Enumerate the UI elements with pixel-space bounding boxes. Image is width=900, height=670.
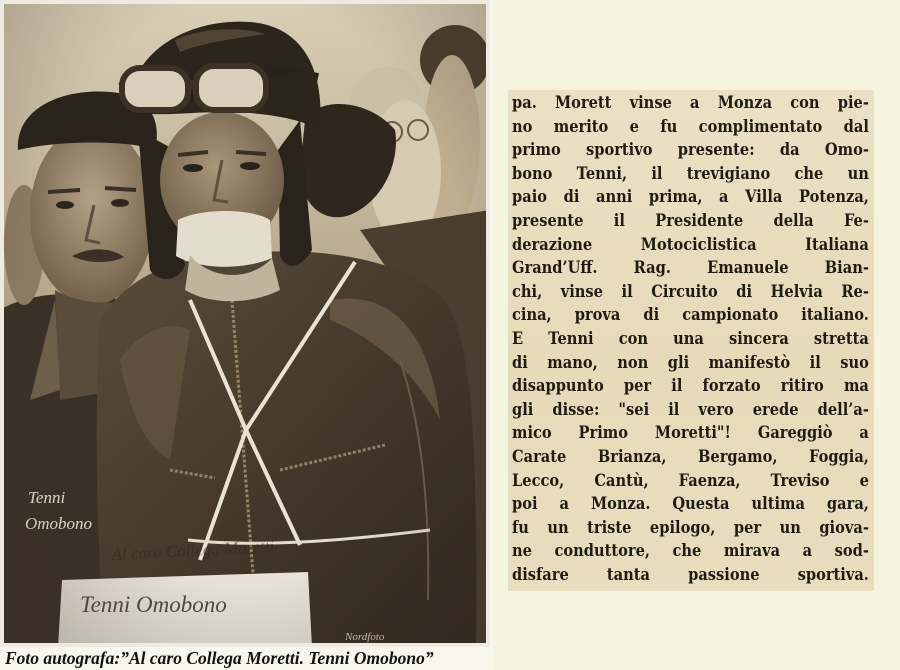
article-line: fu un triste epilogo, per un giova- <box>512 517 869 538</box>
article-line: paio di anni prima, a Villa Potenza, <box>512 187 869 208</box>
article-line: pa. Morett vinse a Monza con pie- <box>512 93 869 113</box>
article-line: mico Primo Moretti"! Gareggiò a <box>512 423 869 444</box>
article-line: primo sportivo presente: da Omo- <box>512 140 869 161</box>
article-line: derazione Motociclistica Italiana <box>512 234 869 255</box>
article-line: poi a Monza. Questa ultima gara, <box>512 494 869 515</box>
article-line: no merito e fu complimentato dal <box>512 116 869 137</box>
article-line: cina, prova di campionato italiano. <box>512 305 869 326</box>
article-line: disappunto per il forzato ritiro ma <box>512 376 869 397</box>
article-line: ne conduttore, che mirava a sod- <box>512 541 869 562</box>
article-line: disfare tanta passione sportiva. <box>512 564 869 585</box>
article-line: E Tenni con una sincera stretta <box>512 328 869 349</box>
article-line: chi, vinse il Circuito di Helvia Re- <box>512 281 869 302</box>
article-line: presente il Presidente della Fe- <box>512 210 869 231</box>
article-text <box>512 92 869 587</box>
article-line: gli disse: "sei il vero erede dell’a- <box>512 399 869 420</box>
article-line: di mano, non gli manifestò il suo <box>512 352 869 373</box>
article-line: Lecco, Cantù, Faenza, Treviso e <box>512 470 869 491</box>
article-line: bono Tenni, il trevigiano che un <box>512 163 869 184</box>
article-line: Grand’Uff. Rag. Emanuele Bian- <box>512 258 869 279</box>
photo-caption: Foto autografa:”Al caro Collega Moretti. Tenni Omobono” <box>5 648 434 668</box>
newspaper-clipping <box>508 90 874 591</box>
article-line: Carate Brianza, Bergamo, Foggia, <box>512 446 869 467</box>
